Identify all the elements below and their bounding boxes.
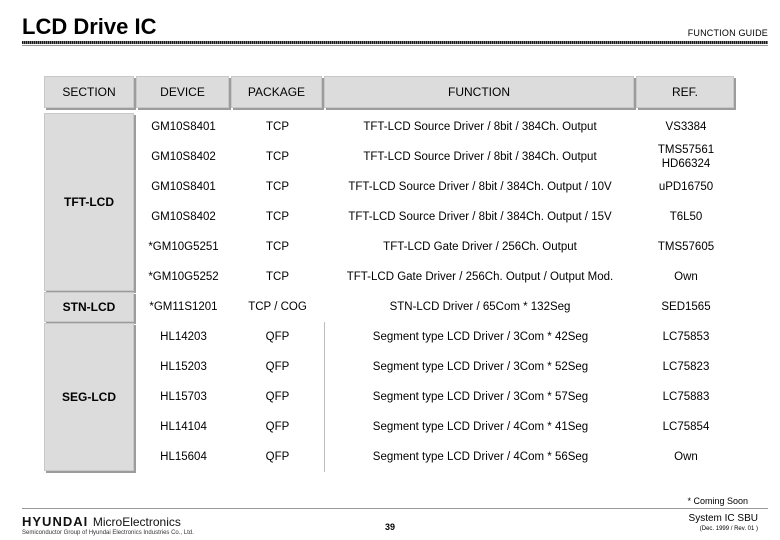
function-cell: STN-LCD Driver / 65Com * 132Seg — [389, 301, 571, 313]
table-row — [44, 202, 736, 232]
table-row — [44, 172, 736, 202]
header-device: DEVICE — [136, 76, 231, 112]
logo-brand: HYUNDAI — [22, 514, 89, 529]
function-cell: TFT-LCD Source Driver / 8bit / 384Ch. Output / 15V — [348, 211, 612, 223]
table-row — [44, 262, 736, 292]
package-cell: TCP — [266, 211, 289, 223]
logo-wordmark — [22, 514, 194, 529]
page-subtitle: FUNCTION GUIDE — [687, 28, 768, 38]
package-cell: QFP — [265, 331, 290, 343]
page-number: 39 — [385, 522, 396, 532]
table-row — [44, 142, 736, 172]
package-cell: QFP — [265, 421, 290, 433]
device-cell: *GM11S1201 — [149, 301, 218, 313]
ref-cell: TMS57605 — [657, 241, 715, 253]
table-row — [44, 322, 736, 352]
ref-cell: VS3384 — [665, 121, 707, 133]
table-row — [44, 232, 736, 262]
table-row — [44, 442, 736, 472]
ref-line-1: TMS57561 — [657, 144, 715, 156]
ref-cell: Own — [674, 451, 698, 463]
package-cell: TCP / COG — [248, 301, 307, 313]
footer-rule — [22, 508, 768, 509]
header-package: PACKAGE — [231, 76, 324, 112]
logo-division: MicroElectronics — [92, 515, 181, 529]
device-cell: HL14203 — [160, 331, 207, 343]
ref-cell — [636, 142, 736, 172]
package-cell: QFP — [265, 391, 290, 403]
section-tft: TFT-LCD — [44, 113, 134, 291]
table-row — [44, 292, 736, 322]
package-cell: TCP — [266, 121, 289, 133]
ref-cell: LC75883 — [662, 391, 710, 403]
table-header-row — [44, 76, 736, 112]
ref-cell: SED1565 — [661, 301, 711, 313]
table-row — [44, 382, 736, 412]
table-row — [44, 112, 736, 142]
sbu-block — [689, 513, 758, 532]
package-cell: TCP — [266, 271, 289, 283]
function-cell: TFT-LCD Source Driver / 8bit / 384Ch. Output — [363, 121, 597, 133]
lcd-driver-table — [44, 76, 736, 472]
package-cell: TCP — [266, 151, 289, 163]
device-cell: HL15703 — [160, 391, 207, 403]
header-rule-thin — [22, 45, 768, 46]
function-cell: TFT-LCD Gate Driver / 256Ch. Output — [383, 241, 577, 253]
device-cell: GM10S8402 — [151, 151, 216, 163]
device-cell: HL15604 — [160, 451, 207, 463]
section-seg: SEG-LCD — [44, 323, 134, 471]
function-cell: Segment type LCD Driver / 3Com * 52Seg — [324, 352, 636, 382]
ref-cell: T6L50 — [669, 211, 703, 223]
ref-cell: LC75854 — [662, 421, 710, 433]
function-cell: TFT-LCD Source Driver / 8bit / 384Ch. Output / 10V — [348, 181, 612, 193]
section-cell-tft — [44, 112, 136, 292]
package-cell: QFP — [265, 451, 290, 463]
device-cell: *GM10G5251 — [148, 241, 219, 253]
device-cell: HL15203 — [160, 361, 207, 373]
ref-cell: LC75823 — [662, 361, 710, 373]
device-cell: GM10S8402 — [151, 211, 216, 223]
ref-line-2: HD66324 — [661, 158, 711, 170]
section-cell-seg — [44, 322, 136, 472]
page-title: LCD Drive IC — [22, 14, 157, 39]
sbu-label: System IC SBU — [688, 513, 758, 524]
device-cell: *GM10G5252 — [148, 271, 219, 283]
hyundai-logo — [22, 514, 194, 536]
header-rule — [22, 41, 768, 44]
device-cell: HL14104 — [160, 421, 207, 433]
function-cell: Segment type LCD Driver / 3Com * 57Seg — [324, 382, 636, 412]
ref-cell: uPD16750 — [658, 181, 714, 193]
section-stn: STN-LCD — [44, 292, 134, 322]
ref-cell: LC75853 — [662, 331, 710, 343]
device-cell: GM10S8401 — [151, 121, 216, 133]
table-row — [44, 412, 736, 442]
package-cell: TCP — [266, 181, 289, 193]
header-section: SECTION — [44, 76, 136, 112]
coming-soon-note: * Coming Soon — [687, 496, 748, 506]
ref-cell: Own — [674, 271, 698, 283]
function-cell: TFT-LCD Source Driver / 8bit / 384Ch. Output — [363, 151, 597, 163]
header-ref: REF. — [636, 76, 736, 112]
table-row — [44, 352, 736, 382]
logo-tagline: Semiconductor Group of Hyundai Electronics Industries Co., Ltd. — [22, 530, 194, 536]
revision-label: (Dec. 1999 / Rev. 01 ) — [699, 526, 758, 532]
function-cell: Segment type LCD Driver / 4Com * 56Seg — [324, 442, 636, 472]
package-cell: TCP — [266, 241, 289, 253]
package-cell: QFP — [265, 361, 290, 373]
header-function: FUNCTION — [324, 76, 636, 112]
function-cell: Segment type LCD Driver / 4Com * 41Seg — [324, 412, 636, 442]
function-cell: Segment type LCD Driver / 3Com * 42Seg — [324, 322, 636, 352]
section-cell-stn — [44, 292, 136, 322]
device-cell: GM10S8401 — [151, 181, 216, 193]
function-cell: TFT-LCD Gate Driver / 256Ch. Output / Output Mod. — [346, 271, 614, 283]
